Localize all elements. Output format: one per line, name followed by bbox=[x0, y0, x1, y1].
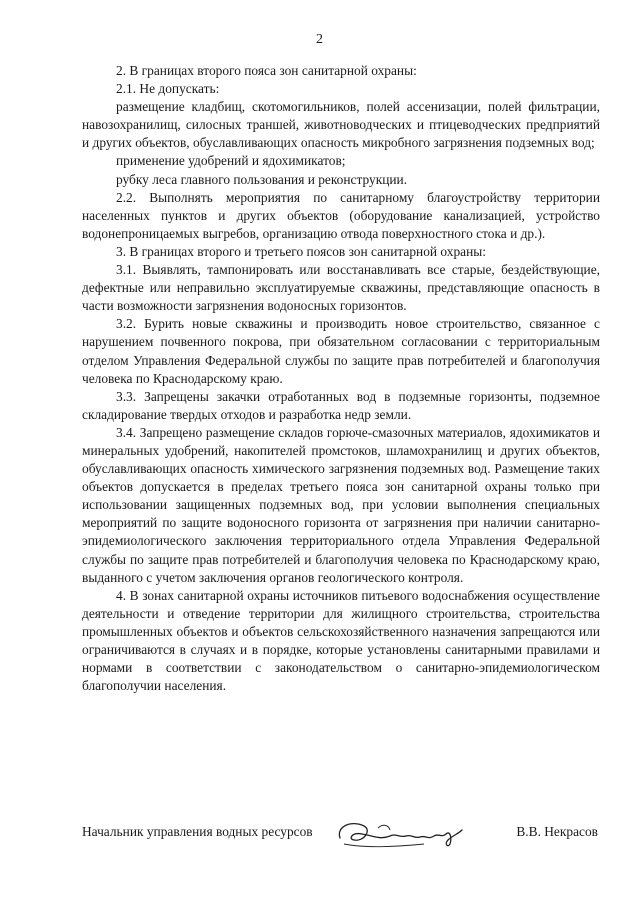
paragraph: рубку леса главного пользования и реконструкции. bbox=[116, 171, 408, 187]
signature-block bbox=[82, 824, 600, 854]
handwritten-signature bbox=[334, 814, 464, 854]
signatory-title: Начальник управления водных ресурсов bbox=[82, 824, 313, 839]
paragraph: 3. В границах второго и третьего поясов зон санитарной охраны: bbox=[116, 243, 486, 259]
paragraph: 2.2. Выполнять мероприятия по санитарному благоустройству территории населенных пунктов и других объектов (оборудование канализацией, устройство водонепроницаемых выгребов, организацию отвода поверхностного стока и др.). bbox=[82, 189, 600, 241]
paragraph: размещение кладбищ, скотомогильников, полей ассенизации, полей фильтрации, навозохранилищ, силосных траншей, животноводческих и птицеводческих предприятий и других объектов, обуславливающих опасность микробного загрязнения подземных вод; bbox=[82, 99, 600, 151]
paragraph: 3.1. Выявлять, тампонировать или восстанавливать все старые, бездействующие, дефектные или неправильно эксплуатируемые скважины, представляющие опасность в части возможности загрязнения водоносных горизонтов. bbox=[82, 262, 600, 314]
paragraph: 3.2. Бурить новые скважины и производить новое строительство, связанное с нарушением почвенного покрова, при обязательном согласовании с территориальным отделом Управления Федеральной службы по защите прав потребителей и благополучия человека по Краснодарскому краю. bbox=[82, 316, 600, 386]
signatory-name: В.В. Некрасов bbox=[516, 824, 598, 839]
paragraph: 2. В границах второго пояса зон санитарной охраны: bbox=[116, 63, 417, 78]
paragraph: 2.1. Не допускать: bbox=[116, 81, 220, 97]
document-body bbox=[82, 62, 600, 695]
paragraph: применение удобрений и ядохимикатов; bbox=[116, 153, 346, 169]
page-number: 2 bbox=[316, 32, 323, 47]
paragraph: 3.4. Запрещено размещение складов горюче-смазочных материалов, ядохимикатов и минеральных удобрений, накопителей промстоков, шламохранилищ и других объектов, обуславливающих опасность химического загрязнения подземных вод. Размещение таких объектов допускается в пределах третьего пояса зон санитарной охраны только при использовании защищенных подземных вод, при условии выполнения специальных мероприятий по защите водоносного горизонта от загрязнения при наличии санитарно-эпидемиологического заключения территориального отдела Управления Федеральной службы по защите прав потребителей и благополучия человека по Краснодарскому краю, выданного с учетом заключения органов геологического контроля. bbox=[82, 424, 600, 585]
paragraph: 3.3. Запрещены закачки отработанных вод в подземные горизонты, подземное складирование твердых отходов и разработка недр земли. bbox=[82, 388, 600, 422]
paragraph: 4. В зонах санитарной охраны источников питьевого водоснабжения осуществление деятельности и отведение территории для жилищного строительства, строительства промышленных объектов и объектов сельскохозяйственного назначения запрещаются или ограничиваются в случаях и в порядке, которые установлены санитарными правилами и нормами в соответствии с законодательством о санитарно-эпидемиологическом благополучии населения. bbox=[82, 587, 600, 694]
